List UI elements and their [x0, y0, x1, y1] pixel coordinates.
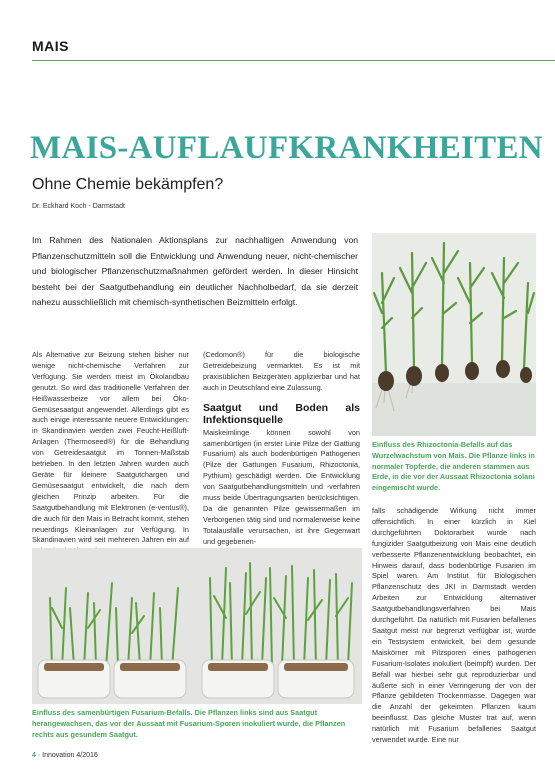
roots-photo-image: [372, 233, 536, 436]
column-2-text: Maiskeimlinge können sowohl von samenbürtigen (in erster Linie Pilze der Gattung Fusarium) als auch bodenbürtigen Pathogenen (Pilze der Gattungen Fusarium, Rhizoctonia, Pythium) geschädigt werden. Die Entwicklung von Saatgutbehandlungsmitteln und -verfahren muss beide Übertragungsarten berücksichtigen. Da die genannten Pilze gewissermaßen im Verborgenen tätig sind und normalerweise keine Totalausfälle verursachen, ist ihre Gegenwart und gegebenen-: [203, 427, 360, 546]
column-2-intro: (Cedomon®) für die biologische Getreidebeizung vermarktet. Es ist mit praxisüblichen Beizgeräten applizierbar und hat auch in Deutschland eine Zulassung.: [203, 350, 360, 392]
caption-seedlings: Einfluss des samenbürtigen Fusarium-Befalls. Die Pflanzen links sind aus Saatgut herangewachsen, das vor der Aussaat mit Fusarium-Sporen inokuliert wurde, die Pflanzen rechts aus gesundem Saatgut.: [32, 708, 346, 739]
section-heading-infection: Saatgut und Boden als Infektionsquelle: [203, 401, 360, 426]
page-footer: [32, 752, 98, 759]
footer-separator: ·: [37, 752, 43, 759]
page-number: 4: [32, 752, 36, 759]
body-column-2: [203, 350, 360, 548]
body-column-3: [372, 506, 536, 746]
roots-photo: [372, 233, 536, 436]
magazine-issue: Innovation 4/2016: [42, 752, 98, 759]
lead-paragraph: Im Rahmen des Nationalen Aktionsplans zur nachhaltigen Anwendung von Pflanzenschutzmitteln soll die Entwicklung und Anwendung neuer, nicht-chemischer und biologischer Pflanzenschutzmaßnahmen gefördert werden. In dieser Hinsicht besteht bei der Saatgutbehandlung ein deutlicher Nachholbedarf, da sie derzeit nahezu ausschließlich mit chemisch-synthetischen Beizmitteln erfolgt.: [32, 235, 358, 308]
body-column-1: [32, 350, 189, 557]
caption-roots: Einfluss des Rhizoctonia-Befalls auf das Wurzelwachstum von Mais. Die Pflanze links in normaler Topferde, die anderen stammen aus Erde, in die vor der Aussaat Rhizoctonia solani eingemischt wurde.: [372, 440, 535, 493]
seedlings-photo-image: [32, 548, 362, 704]
seedlings-photo: [32, 548, 362, 704]
header-rule: [32, 60, 555, 61]
article-subtitle: Ohne Chemie bekämpfen?: [32, 176, 224, 193]
article-title: MAIS-AUFLAUFKRANKHEITEN: [30, 130, 543, 166]
column-1-text: Als Alternative zur Beizung stehen bisher nur wenige nicht-chemische Verfahren zur Verfügung. Sie werden meist im Ökolandbau genutzt. So wird das traditionelle Verfahren der Heißwasserbeize vor allem bei Öko-Gemüsesaatgut angewendet. Allerdings gibt es auch einige interessante neuere Entwicklungen: in Skandinavien werden zwei Feucht-Heißluft-Anlagen (Thermoseed®) für die Behandlung von Getreidesaatgut im Tonnen-Maßstab betrieben. In den letzten Jahren wurden auch Geräte für kleinere Saatgutchargen und Gemüsesaatgut entwickelt, die nach dem gleichen Prinzip arbeiten. Für die Saatgutbehandlung mit Elektronen (e-ventus®), die auch für den Mais in Betracht kommt, stehen neuerdings Kleinanlagen zur Verfügung. In Skandinavien wird seit mehreren Jahren ein auf: [32, 350, 189, 545]
section-label: MAIS: [32, 38, 69, 54]
column-3-text: falls schädigende Wirkung nicht immer offensichtlich. In einer kürzlich in Kiel durchgeführten Doktorarbeit wurde nach fungizider Saatgutbeizung von Mais eine deutlich verbesserte Pflanzenentwicklung beobachtet, ein Hinweis darauf, dass bodenbürtige Fusarien im Spiel waren. Am Institut für Biologischen Pflanzenschutz des JKI in Darmstadt werden Arbeiten zur Entwicklung alternativer Saatgutbehandlungsverfahren bei Mais durchgeführt. Da natürlich mit Fusarien befallenes Saatgut meist nur begrenzt verfügbar ist, wurde ein Testsystem entwickelt, bei dem gesunde Maiskörner mit Pilzsporen eines pathogenen Fusarium-Isolates inokuliert (beimpft) wurden. Der Befall war hierbei sehr gut reproduzierbar und äußerte sich in einer Verringerung der von der Pflanze gebildeten Trockenmasse. Dagegen war die Anzahl der gekeimten Pflanzen kaum beeinflusst. Das gleiche Muster trat auf, wenn natürlich mit Fusarium befallenes Saatgut verwendet wurde. Eine nur: [372, 506, 536, 745]
article-author: Dr. Eckhard Koch - Darmstadt: [32, 203, 125, 210]
